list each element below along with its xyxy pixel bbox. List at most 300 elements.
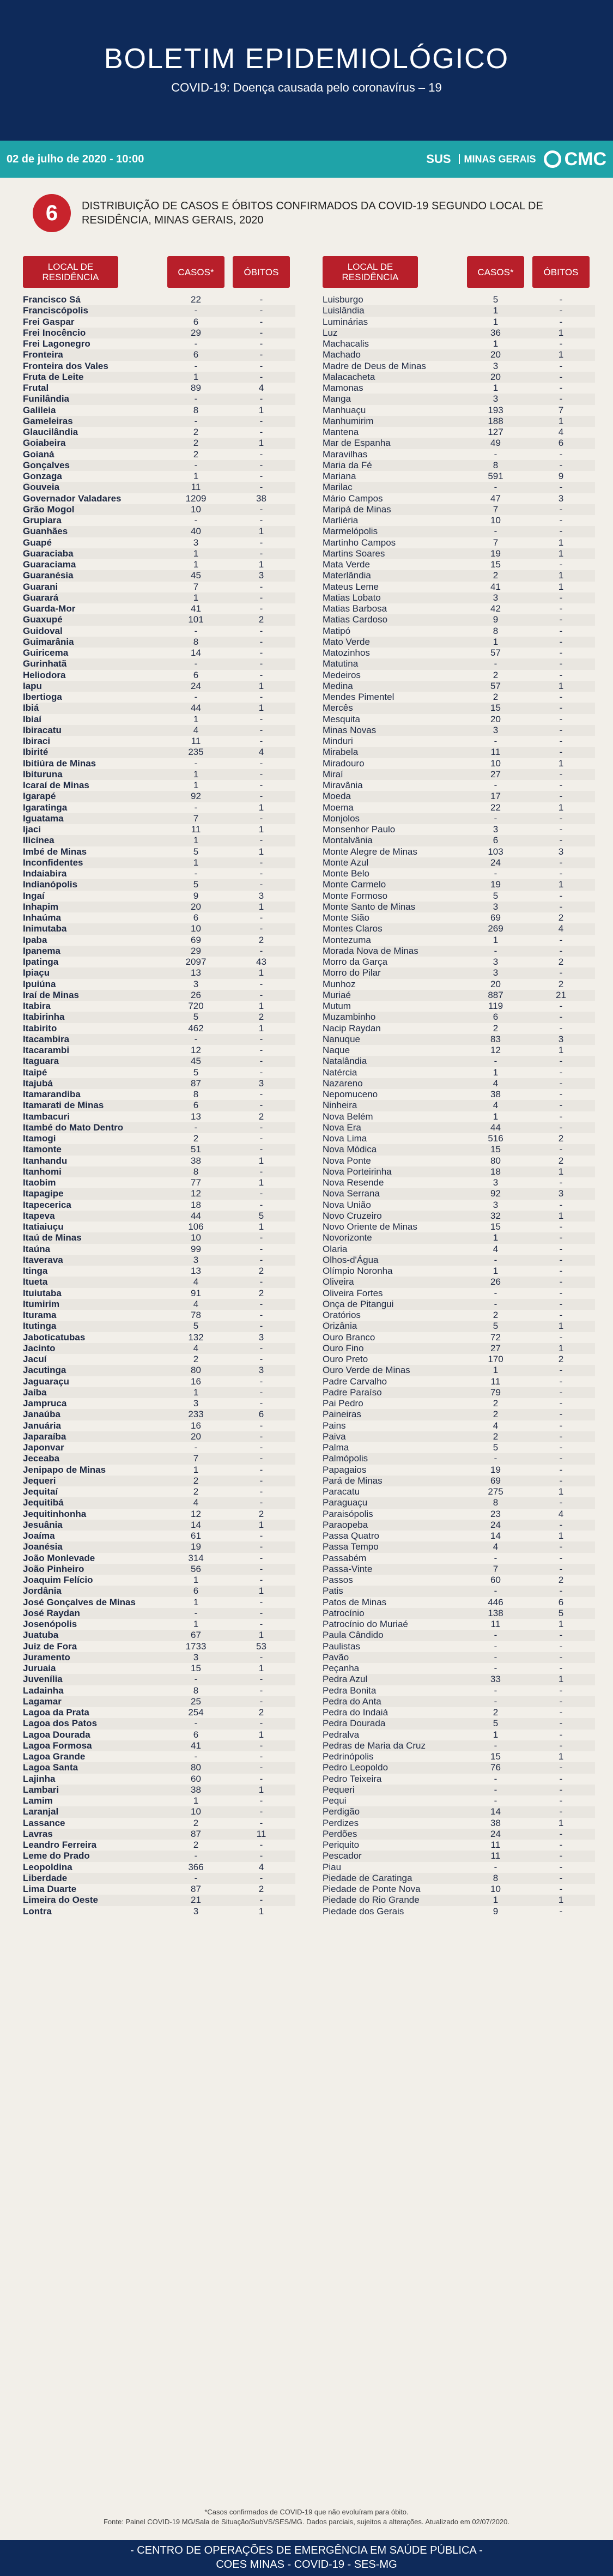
cases-value: - xyxy=(194,758,198,769)
table-row xyxy=(323,1762,595,1773)
table-row xyxy=(23,1497,295,1508)
header-local: LOCAL DE RESIDÊNCIA xyxy=(323,256,418,288)
cases-value: 44 xyxy=(191,703,201,713)
cases-value: 3 xyxy=(193,1906,199,1916)
cases-value: 19 xyxy=(490,1464,501,1475)
cases-value: 8 xyxy=(493,459,499,470)
deaths-value: - xyxy=(559,1100,563,1111)
cases-value: 80 xyxy=(191,1762,201,1773)
location-name: Perdigão xyxy=(323,1806,360,1817)
deaths-value: - xyxy=(259,945,263,956)
table-row xyxy=(323,1299,595,1310)
deaths-value: - xyxy=(259,581,263,592)
cases-value: 2 xyxy=(193,438,199,449)
location-name: Itamogi xyxy=(23,1133,56,1144)
deaths-value: 1 xyxy=(558,1895,564,1906)
location-name: Monte Azul xyxy=(323,857,369,868)
deaths-value: - xyxy=(259,1685,263,1696)
table-row xyxy=(23,1818,295,1829)
table-row xyxy=(23,780,295,791)
cases-value: - xyxy=(194,868,198,879)
table-row xyxy=(23,1288,295,1299)
location-name: Goiabeira xyxy=(23,438,66,449)
deaths-value: - xyxy=(259,1851,263,1861)
table-row xyxy=(323,1806,595,1817)
cases-value: 1 xyxy=(493,338,499,349)
deaths-value: 1 xyxy=(258,846,264,857)
location-name: Jacuí xyxy=(23,1354,47,1364)
cases-value: 67 xyxy=(191,1630,201,1641)
table-row xyxy=(323,1012,595,1023)
location-name: Iturama xyxy=(23,1310,57,1320)
table-row xyxy=(23,1200,295,1211)
cases-value: - xyxy=(194,415,198,426)
deaths-value: - xyxy=(259,1674,263,1685)
table-row xyxy=(23,582,295,592)
location-name: Pai Pedro xyxy=(323,1398,363,1408)
deaths-value: - xyxy=(559,1497,563,1508)
cases-value: 6 xyxy=(193,912,199,923)
cases-value: - xyxy=(194,1872,198,1883)
location-name: Itamarati de Minas xyxy=(23,1100,104,1111)
cases-value: - xyxy=(194,625,198,636)
cases-value: 1 xyxy=(493,1232,499,1243)
location-name: Novo Cruzeiro xyxy=(323,1210,382,1221)
cases-value: 2097 xyxy=(185,957,207,967)
deaths-value: 4 xyxy=(258,1861,264,1872)
cases-value: 7 xyxy=(193,581,199,592)
table-row xyxy=(23,1111,295,1122)
cases-value: 1 xyxy=(493,1729,499,1740)
deaths-value: - xyxy=(259,1696,263,1707)
location-name: Januária xyxy=(23,1420,61,1431)
cases-value: 40 xyxy=(191,526,201,537)
table-row xyxy=(23,548,295,559)
cases-value: 80 xyxy=(490,1155,501,1166)
deaths-value: - xyxy=(559,1552,563,1563)
table-row xyxy=(323,1266,595,1277)
table-row xyxy=(323,1244,595,1255)
table-row xyxy=(323,1211,595,1222)
location-name: Pedra Dourada xyxy=(323,1718,386,1729)
deaths-value: - xyxy=(559,592,563,603)
deaths-value: - xyxy=(259,338,263,349)
table-row xyxy=(323,1774,595,1785)
table-row xyxy=(23,1089,295,1100)
deaths-value: - xyxy=(259,394,263,404)
deaths-value: - xyxy=(559,1409,563,1420)
deaths-value: - xyxy=(259,1089,263,1099)
location-name: Itutinga xyxy=(23,1321,57,1332)
cases-value: 2 xyxy=(193,1817,199,1828)
cases-value: 3 xyxy=(193,1254,199,1265)
location-name: Ladainha xyxy=(23,1685,64,1696)
cases-value: 24 xyxy=(490,1828,501,1839)
table-row xyxy=(323,1067,595,1078)
table-row xyxy=(323,1663,595,1674)
cases-value: 10 xyxy=(490,1884,501,1894)
deaths-value: 4 xyxy=(558,1508,564,1519)
cases-value: - xyxy=(494,1630,497,1641)
location-name: Manhumirim xyxy=(323,415,374,426)
location-name: Mato Verde xyxy=(323,636,370,647)
table-row xyxy=(23,1751,295,1762)
table-row xyxy=(323,614,595,625)
table-row xyxy=(323,1354,595,1365)
deaths-value: - xyxy=(259,1166,263,1177)
location-name: Piedade dos Gerais xyxy=(323,1906,404,1916)
table-row xyxy=(323,1564,595,1575)
location-name: Itajubá xyxy=(23,1078,53,1089)
table-row xyxy=(323,1476,595,1486)
cases-value: 18 xyxy=(490,1166,501,1177)
table-row xyxy=(23,1730,295,1740)
table-row xyxy=(23,383,295,394)
table-row xyxy=(23,1597,295,1608)
table-row xyxy=(323,493,595,504)
location-name: Iraí de Minas xyxy=(23,989,79,1000)
location-name: Jacutinga xyxy=(23,1365,66,1376)
table-row xyxy=(23,1376,295,1387)
cases-value: 1 xyxy=(493,1365,499,1376)
location-name: Itambacuri xyxy=(23,1111,70,1122)
table-row xyxy=(23,1001,295,1012)
deaths-value: - xyxy=(259,625,263,636)
cases-value: - xyxy=(194,1718,198,1729)
cases-value: 6 xyxy=(493,835,499,846)
deaths-value: 2 xyxy=(258,1287,264,1298)
table-row xyxy=(23,1232,295,1243)
table-row xyxy=(323,1486,595,1497)
cases-value: - xyxy=(494,1586,497,1597)
deaths-value: 1 xyxy=(558,1210,564,1221)
table-row xyxy=(323,1232,595,1243)
location-name: Monte Belo xyxy=(323,868,369,879)
deaths-value: 5 xyxy=(258,1210,264,1221)
location-name: Indianópolis xyxy=(23,879,78,890)
deaths-value: - xyxy=(559,1740,563,1751)
deaths-value: 1 xyxy=(558,349,564,360)
location-name: Lambari xyxy=(23,1784,59,1795)
deaths-value: - xyxy=(259,780,263,790)
cases-value: 24 xyxy=(490,1519,501,1530)
deaths-value: - xyxy=(559,1828,563,1839)
deaths-value: - xyxy=(259,1773,263,1784)
deaths-value: 2 xyxy=(258,1111,264,1122)
cases-value: 14 xyxy=(490,1806,501,1817)
table-row xyxy=(23,648,295,658)
table-row xyxy=(23,328,295,338)
cases-value: 20 xyxy=(191,901,201,912)
table-row xyxy=(23,891,295,902)
location-name: Jaguaraçu xyxy=(23,1376,70,1387)
table-row xyxy=(23,372,295,383)
deaths-value: - xyxy=(559,1872,563,1883)
table-row xyxy=(323,857,595,868)
cases-value: 16 xyxy=(191,1420,201,1431)
cases-value: 4 xyxy=(193,1343,199,1353)
cases-value: 275 xyxy=(488,1486,503,1497)
location-name: Ibirité xyxy=(23,747,48,758)
deaths-value: - xyxy=(559,338,563,349)
location-name: Monte Santo de Minas xyxy=(323,901,416,912)
cases-value: 10 xyxy=(191,1806,201,1817)
cases-value: 10 xyxy=(191,923,201,934)
table-row xyxy=(323,769,595,780)
location-name: Patos de Minas xyxy=(323,1597,387,1607)
deaths-value: - xyxy=(559,648,563,658)
deaths-value: - xyxy=(559,1453,563,1464)
table-row xyxy=(323,427,595,438)
cases-value: - xyxy=(494,1298,497,1309)
location-name: Goianá xyxy=(23,449,54,459)
cases-value: 22 xyxy=(191,294,201,305)
cases-value: - xyxy=(494,1652,497,1662)
location-name: Itambé do Mato Dentro xyxy=(23,1122,124,1133)
cases-value: 6 xyxy=(493,1012,499,1023)
table-row xyxy=(23,317,295,328)
location-name: Mata Verde xyxy=(323,559,370,570)
table-row xyxy=(23,1244,295,1255)
deaths-value: - xyxy=(559,1840,563,1850)
cases-value: 269 xyxy=(488,923,503,934)
deaths-value: - xyxy=(259,1431,263,1442)
table-row xyxy=(323,1718,595,1729)
table-row xyxy=(23,1365,295,1376)
cases-value: 7 xyxy=(493,504,499,515)
deaths-value: - xyxy=(559,780,563,790)
deaths-value: 1 xyxy=(558,1166,564,1177)
table-row xyxy=(23,603,295,614)
location-name: Pedra do Indaiá xyxy=(323,1707,389,1718)
table-row xyxy=(323,482,595,493)
location-name: Jequeri xyxy=(23,1475,56,1486)
location-name: Itanhomi xyxy=(23,1166,62,1177)
cases-value: 15 xyxy=(490,559,501,570)
deaths-value: - xyxy=(259,504,263,515)
cases-value: - xyxy=(494,1795,497,1806)
deaths-value: - xyxy=(259,813,263,824)
location-name: Itatiaiuçu xyxy=(23,1222,64,1232)
table-row xyxy=(23,471,295,482)
location-name: Fronteira dos Vales xyxy=(23,360,108,371)
cases-value: 27 xyxy=(490,1343,501,1353)
table-row xyxy=(23,946,295,957)
cases-value: 4 xyxy=(493,1541,499,1552)
cases-value: 9 xyxy=(493,1906,499,1916)
table-row xyxy=(23,626,295,637)
location-name: Pedra Azul xyxy=(323,1674,368,1685)
deaths-value: - xyxy=(559,1001,563,1011)
cases-value: 7 xyxy=(193,1453,199,1464)
table-row xyxy=(323,1255,595,1266)
cases-value: 11 xyxy=(490,1376,501,1387)
cases-value: 2 xyxy=(493,1398,499,1408)
deaths-value: - xyxy=(559,394,563,404)
table-row xyxy=(323,846,595,857)
location-name: Itacarambi xyxy=(23,1045,70,1055)
header-obitos: ÓBITOS xyxy=(233,256,290,288)
deaths-value: 11 xyxy=(256,1828,266,1839)
table-row xyxy=(23,747,295,758)
table-row xyxy=(23,990,295,1001)
table-row xyxy=(23,559,295,570)
cases-value: 1 xyxy=(193,835,199,846)
cases-value: 8 xyxy=(193,1685,199,1696)
location-name: Ibitiúra de Minas xyxy=(23,758,96,769)
deaths-value: - xyxy=(259,1872,263,1883)
location-name: João Pinheiro xyxy=(23,1563,84,1574)
table-row xyxy=(23,416,295,427)
table-row xyxy=(323,1453,595,1464)
deaths-value: - xyxy=(559,1442,563,1453)
location-name: Itumirim xyxy=(23,1298,60,1309)
location-name: Japaraíba xyxy=(23,1431,66,1442)
location-name: Nova Serrana xyxy=(323,1188,380,1199)
table-row xyxy=(323,471,595,482)
cases-value: 45 xyxy=(191,570,201,581)
location-name: Gouveia xyxy=(23,482,60,493)
table-row xyxy=(323,1873,595,1884)
deaths-value: 21 xyxy=(556,989,566,1000)
deaths-value: - xyxy=(259,791,263,802)
table-row xyxy=(23,1166,295,1177)
table-row xyxy=(323,1343,595,1354)
table-row xyxy=(23,338,295,349)
table-row xyxy=(323,361,595,372)
table-row xyxy=(23,979,295,990)
deaths-value: - xyxy=(559,1906,563,1916)
cmc-logo-text: CMC xyxy=(564,148,606,170)
location-name: Juramento xyxy=(23,1652,70,1662)
location-name: Maripá de Minas xyxy=(323,504,391,515)
cases-value: 5 xyxy=(193,879,199,890)
table-row xyxy=(323,1398,595,1409)
cases-value: 15 xyxy=(490,1144,501,1155)
cases-value: - xyxy=(494,1663,497,1673)
table-row xyxy=(323,923,595,934)
cases-value: 26 xyxy=(490,1277,501,1287)
cases-value: 14 xyxy=(490,1531,501,1541)
deaths-value: - xyxy=(259,1321,263,1332)
deaths-value: 1 xyxy=(258,1155,264,1166)
table-row xyxy=(323,1100,595,1111)
table-row xyxy=(323,526,595,537)
deaths-value: 1 xyxy=(258,1177,264,1188)
location-name: Itabirito xyxy=(23,1023,57,1033)
location-name: Oratórios xyxy=(323,1310,361,1320)
location-name: Nacip Raydan xyxy=(323,1023,381,1033)
table-row xyxy=(323,1023,595,1034)
location-name: Morro do Pilar xyxy=(323,967,381,978)
table-row xyxy=(323,1785,595,1795)
cases-value: 8 xyxy=(193,636,199,647)
cases-value: 13 xyxy=(191,1266,201,1276)
location-name: Matipó xyxy=(323,625,351,636)
deaths-value: - xyxy=(559,1475,563,1486)
table-row xyxy=(323,1034,595,1045)
table-row xyxy=(323,1862,595,1873)
table-row xyxy=(23,1188,295,1199)
deaths-value: - xyxy=(559,1718,563,1729)
deaths-value: - xyxy=(559,1630,563,1641)
table-row xyxy=(323,1641,595,1652)
table-row xyxy=(323,1685,595,1696)
location-name: Ipanema xyxy=(23,945,60,956)
deaths-value: - xyxy=(559,1277,563,1287)
deaths-value: - xyxy=(259,1531,263,1541)
location-name: Maria da Fé xyxy=(323,459,372,470)
table-row xyxy=(323,537,595,548)
deaths-value: - xyxy=(559,1387,563,1398)
table-row xyxy=(323,1575,595,1586)
cases-value: 5 xyxy=(493,1718,499,1729)
cases-value: 1 xyxy=(493,1067,499,1078)
cases-value: 3 xyxy=(493,957,499,967)
location-name: Guimarânia xyxy=(23,636,74,647)
table-row xyxy=(323,1277,595,1287)
location-name: Monsenhor Paulo xyxy=(323,824,396,835)
location-name: Patis xyxy=(323,1586,343,1597)
table-row xyxy=(23,1266,295,1277)
location-name: Icaraí de Minas xyxy=(23,780,89,790)
table-row xyxy=(323,1707,595,1718)
deaths-value: - xyxy=(259,758,263,769)
cases-value: 6 xyxy=(193,316,199,327)
table-row xyxy=(323,1089,595,1100)
cases-value: 8 xyxy=(193,1089,199,1099)
table-row xyxy=(23,1442,295,1453)
deaths-value: - xyxy=(259,1144,263,1155)
deaths-value: 3 xyxy=(558,493,564,504)
table-row xyxy=(23,614,295,625)
location-name: Oliveira Fortes xyxy=(323,1287,383,1298)
table-row xyxy=(323,1906,595,1917)
deaths-value: - xyxy=(259,658,263,669)
cases-value: 1 xyxy=(193,548,199,559)
location-name: Guaraciama xyxy=(23,559,76,570)
table-row xyxy=(323,349,595,360)
table-row xyxy=(23,1608,295,1619)
deaths-value: 2 xyxy=(258,1707,264,1718)
table-row xyxy=(323,1431,595,1442)
table-row xyxy=(23,1420,295,1431)
cases-value: - xyxy=(194,658,198,669)
deaths-value: - xyxy=(559,1519,563,1530)
cases-value: 78 xyxy=(191,1310,201,1320)
deaths-value: 2 xyxy=(558,1575,564,1585)
deaths-value: - xyxy=(259,1232,263,1243)
table-row xyxy=(323,1730,595,1740)
cases-value: 12 xyxy=(191,1508,201,1519)
cases-value: 1 xyxy=(493,934,499,945)
cases-value: 4 xyxy=(193,1298,199,1309)
table-row xyxy=(23,1354,295,1365)
table-row xyxy=(23,967,295,978)
table-row xyxy=(323,582,595,592)
location-name: Guaraciaba xyxy=(23,548,74,559)
table-row xyxy=(23,349,295,360)
location-name: Iguatama xyxy=(23,813,64,824)
cases-value: - xyxy=(494,736,497,746)
deaths-value: 2 xyxy=(258,1508,264,1519)
location-name: Lagoa Grande xyxy=(23,1751,86,1762)
deaths-value: - xyxy=(259,648,263,658)
location-name: Galileia xyxy=(23,404,56,415)
deaths-value: - xyxy=(559,1298,563,1309)
deaths-value: - xyxy=(559,901,563,912)
cases-value: 15 xyxy=(490,1751,501,1762)
